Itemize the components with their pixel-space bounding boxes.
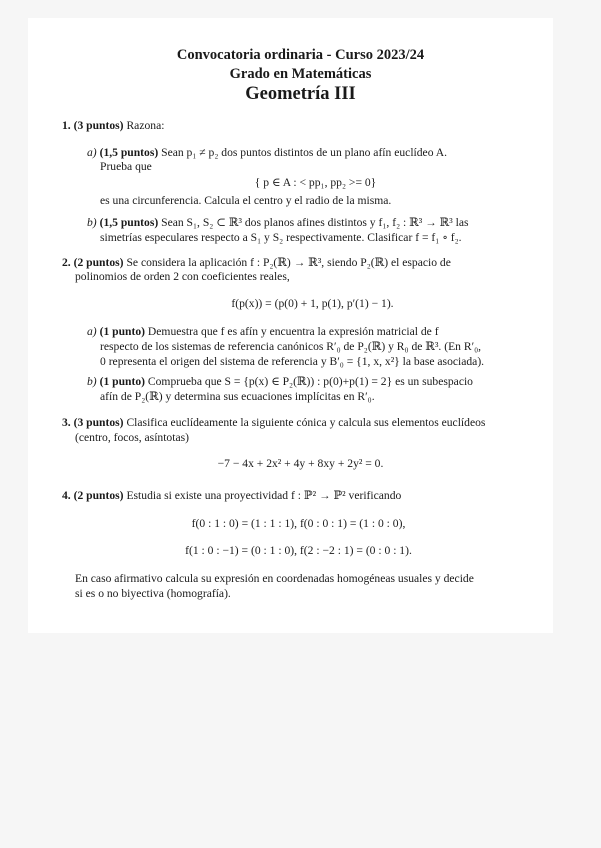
- problem-1a-points: (1,5 puntos): [99, 146, 159, 159]
- problem-2b-line2: afín de P₂(ℝ) y determina sus ecuaciones implícitas en R′₀.: [100, 390, 375, 403]
- problem-4-formula-2: f(1 : 0 : −1) = (0 : 1 : 0), f(2 : −2 : 1) = (0 : 0 : 1).: [185, 544, 412, 557]
- problem-1-heading: [62, 119, 164, 133]
- problem-2b-points: (1 punto): [99, 375, 145, 388]
- problem-3-points: (3 puntos): [73, 416, 124, 429]
- exam-call-title: Convocatoria ordinaria - Curso 2023/24: [176, 47, 425, 63]
- problem-2b-label: b): [87, 375, 97, 388]
- problem-4-line2: En caso afirmativo calcula su expresión en coordenadas homogéneas usuales y decide: [75, 572, 474, 585]
- problem-2b-line1: [87, 375, 473, 389]
- problem-1-number: 1.: [62, 119, 71, 132]
- problem-1b-text-1: Sean S₁, S₂ ⊂ ℝ³ dos planos afines distintos y f₁, f₂ : ℝ³ → ℝ³ las: [161, 216, 469, 229]
- problem-3-text-1: Clasifica euclídeamente la siguiente cónica y calcula sus elementos euclídeos: [126, 416, 486, 429]
- problem-2a-label: a): [87, 325, 97, 338]
- problem-3-number: 3.: [62, 416, 71, 429]
- problem-4-text-1: Estudia si existe una proyectividad f : ℙ² → ℙ² verificando: [126, 489, 402, 502]
- degree-title: Grado en Matemáticas: [229, 66, 372, 82]
- problem-2-number: 2.: [62, 256, 71, 269]
- problem-1-intro: Razona:: [126, 119, 165, 132]
- problem-3-heading: [62, 416, 485, 430]
- problem-1a-line1: [87, 146, 447, 160]
- problem-1a-line3: es una circunferencia. Calcula el centro y el radio de la misma.: [100, 194, 392, 207]
- problem-2a-line3: 0 representa el origen del sistema de referencia y B′₀ = {1, x, x²} la base asociada).: [100, 355, 485, 368]
- problem-1b-points: (1,5 puntos): [99, 216, 159, 229]
- problem-2a-text-1: Demuestra que f es afín y encuentra la expresión matricial de f: [147, 325, 439, 338]
- course-title: Geometría III: [245, 84, 356, 104]
- problem-4-number: 4.: [62, 489, 71, 502]
- problem-4-line3: si es o no biyectiva (homografía).: [75, 587, 231, 600]
- problem-2-heading: [62, 256, 451, 270]
- problem-1a-formula: { p ∈ A : < pp₁, pp₂ >= 0}: [254, 176, 377, 189]
- problem-1b-label: b): [87, 216, 97, 229]
- problem-1a-line2: Prueba que: [100, 160, 152, 173]
- problem-1a-label: a): [87, 146, 97, 159]
- problem-1a-text-1: Sean p₁ ≠ p₂ dos puntos distintos de un plano afín euclídeo A.: [161, 146, 448, 159]
- problem-2a-line1: [87, 325, 439, 339]
- problem-3-formula: −7 − 4x + 2x² + 4y + 8xy + 2y² = 0.: [217, 457, 384, 470]
- problem-4-heading: [62, 489, 401, 503]
- problem-2-text-1: Se considera la aplicación f : P₂(ℝ) → ℝ³, siendo P₂(ℝ) el espacio de: [126, 256, 451, 269]
- problem-2-formula: f(p(x)) = (p(0) + 1, p(1), p′(1) − 1).: [231, 297, 394, 310]
- problem-2a-line2: respecto de los sistemas de referencia canónicos R′₀ de P₂(ℝ) y R₀ de ℝ³. (En R′₀,: [100, 340, 482, 353]
- problem-1b-line1: [87, 216, 469, 230]
- problem-1-points: (3 puntos): [73, 119, 124, 132]
- problem-4-formula-1: f(0 : 1 : 0) = (1 : 1 : 1), f(0 : 0 : 1) = (1 : 0 : 0),: [191, 517, 406, 530]
- problem-2-line2: polinomios de orden 2 con coeficientes reales,: [75, 270, 290, 283]
- problem-1b-line2: simetrías especulares respecto a S₁ y S₂ respectivamente. Clasificar f = f₁ ∘ f₂.: [100, 231, 462, 244]
- problem-4-points: (2 puntos): [73, 489, 124, 502]
- problem-3-line2: (centro, focos, asíntotas): [75, 431, 189, 444]
- problem-2-points: (2 puntos): [73, 256, 124, 269]
- problem-2b-text-1: Comprueba que S = {p(x) ∈ P₂(ℝ)) : p(0)+p(1) = 2} es un subespacio: [147, 375, 473, 388]
- problem-2a-points: (1 punto): [99, 325, 145, 338]
